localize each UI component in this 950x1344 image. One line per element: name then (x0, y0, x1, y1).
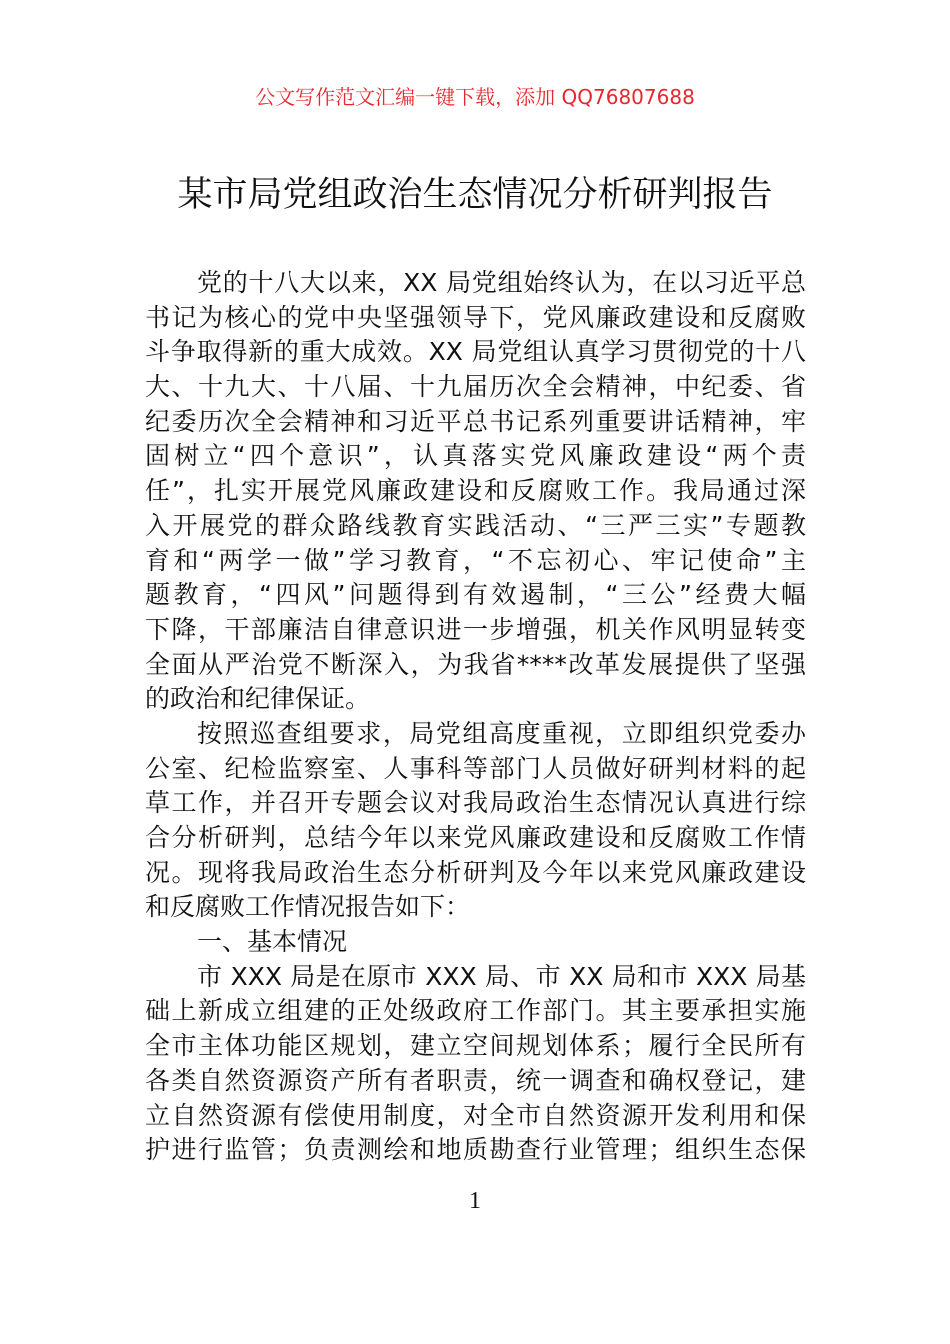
text-line: 固树立“四个意识”，认真落实党风廉政建设“两个责 (145, 441, 806, 471)
text-line: 立自然资源有偿使用制度，对全市自然资源开发利用和保 (145, 1100, 806, 1130)
text-line: 况。现将我局政治生态分析研判及今年以来党风廉政建设 (145, 857, 806, 887)
text-line: 纪委历次全会精神和习近平总书记系列重要讲话精神，牢 (145, 406, 806, 436)
document-title: 某市局党组政治生态情况分析研判报告 (177, 175, 773, 215)
text-line: 按照巡查组要求，局党组高度重视，立即组织党委办 (197, 718, 806, 748)
text-line: 斗争取得新的重大成效。XX 局党组认真学习贯彻党的十八 (145, 337, 806, 367)
text-line: 合分析研判，总结今年以来党风廉政建设和反腐败工作情 (145, 823, 806, 852)
text-line: 市 XXX 局是在原市 XXX 局、市 XX 局和市 XXX 局基 (197, 961, 806, 991)
text-line: 题教育，“四风”问题得到有效遏制，“三公”经费大幅 (145, 580, 806, 610)
text-line: 各类自然资源资产所有者职责，统一调查和确权登记，建 (145, 1065, 806, 1095)
text-line: 党的十八大以来，XX 局党组始终认为，在以习近平总 (197, 268, 806, 297)
page-number: 1 (469, 1188, 481, 1214)
text-line: 育和“两学一做”学习教育，“不忘初心、牢记使命”主 (145, 545, 806, 575)
text-line: 任”，扎实开展党风廉政建设和反腐败工作。我局通过深 (145, 476, 806, 506)
text-line: 的政治和纪律保证。 (145, 684, 371, 714)
text-line: 全面从严治党不断深入，为我省****改革发展提供了坚强 (145, 649, 806, 679)
text-line: 大、十九大、十八届、十九届历次全会精神，中纪委、省 (145, 372, 806, 402)
text-line: 全市主体功能区规划，建立空间规划体系；履行全民所有 (145, 1031, 806, 1061)
text-line: 草工作，并召开专题会议对我局政治生态情况认真进行综 (145, 788, 806, 818)
text-line: 础上新成立组建的正处级政府工作部门。其主要承担实施 (145, 996, 806, 1026)
text-line: 一、基本情况 (197, 927, 348, 957)
text-line: 护进行监管；负责测绘和地质勘查行业管理；组织生态保 (145, 1135, 806, 1165)
text-line: 下降，干部廉洁自律意识进一步增强，机关作风明显转变 (145, 614, 806, 644)
document-body (145, 266, 806, 1168)
text-line: 和反腐败工作情况报告如下： (145, 892, 471, 922)
text-line: 公室、纪检监察室、人事科等部门人员做好研判材料的起 (145, 753, 806, 783)
download-watermark: 公文写作范文汇编一键下载，添加 QQ76807688 (255, 85, 695, 109)
text-line: 书记为核心的党中央坚强领导下，党风廉政建设和反腐败 (145, 302, 806, 332)
text-line: 入开展党的群众路线教育实践活动、“三严三实”专题教 (145, 510, 806, 540)
